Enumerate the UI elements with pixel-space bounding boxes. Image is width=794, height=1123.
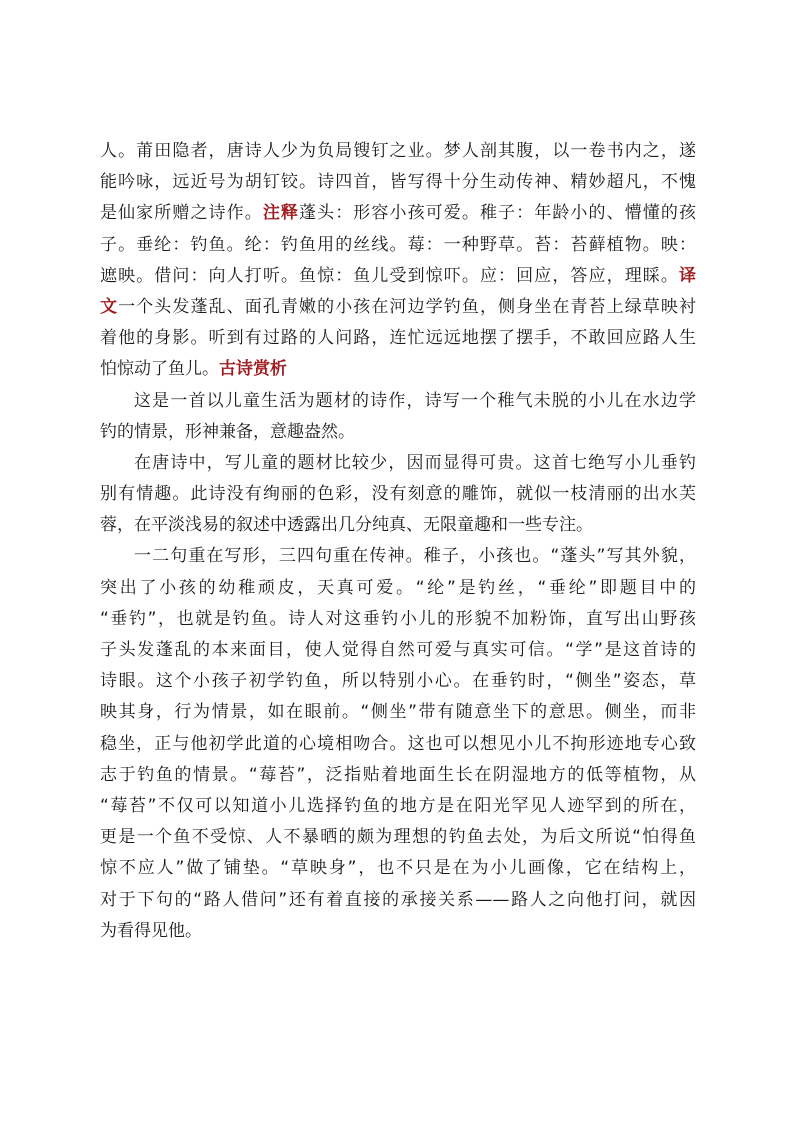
text-span: 一个头发蓬乱、面孔青嫩的小孩在河边学钓鱼，侧身坐在青苔上绿草映衬 xyxy=(118,296,696,317)
text-line: “莓苔”不仅可以知道小儿选择钓鱼的地方是在阳光罕见人迹罕到的所在， xyxy=(100,795,696,816)
text-line: 诗眼。这个小孩子初学钓鱼，所以特别小心。在垂钓时，“侧坐”姿态，草 xyxy=(100,671,696,692)
text-line xyxy=(100,292,696,323)
text-line: 蓉，在平淡浅易的叙述中透露出几分纯真、无限童趣和一些专注。 xyxy=(100,515,593,536)
text-span: 怕惊动了鱼儿。 xyxy=(100,359,219,380)
text-line: 更是一个鱼不受惊、人不暴晒的颇为理想的钓鱼去处，为后文所说“怕得鱼 xyxy=(100,827,696,848)
text-line xyxy=(100,198,696,229)
text-line: 突出了小孩的幼稚顽皮，天真可爱。“纶”是钓丝，“垂纶”即题目中的 xyxy=(100,577,696,598)
text-line: “垂钓”，也就是钓鱼。诗人对这垂钓小儿的形貌不加粉饰，直写出山野孩 xyxy=(100,608,696,629)
heading-annotations: 注释 xyxy=(262,203,300,224)
text-line: 这是一首以儿童生活为题材的诗作，诗写一个稚气未脱的小儿在水边学 xyxy=(134,390,696,411)
text-span: 遮映。借问：向人打听。鱼惊：鱼儿受到惊吓。应：回应，答应，理睬。 xyxy=(100,265,679,286)
heading-translation-part2: 文 xyxy=(100,296,119,317)
text-line: 子。垂纶：钓鱼。纶：钓鱼用的丝线。莓：一种野草。苔：苔藓植物。映： xyxy=(100,234,696,255)
text-span: 蓬头：形容小孩可爱。稚子：年龄小的、懵懂的孩 xyxy=(299,203,696,224)
text-line: 惊不应人”做了铺垫。“草映身”，也不只是在为小儿画像，它在结构上， xyxy=(100,858,696,879)
text-line: 人。莆田隐者，唐诗人少为负局锼钉之业。梦人剖其腹，以一卷书内之，遂 xyxy=(100,141,696,161)
text-line xyxy=(100,354,696,385)
text-line: 为看得见他。 xyxy=(100,920,202,941)
text-line: 志于钓鱼的情景。“莓苔”，泛指贴着地面生长在阴湿地方的低等植物，从 xyxy=(100,764,696,785)
text-line xyxy=(100,261,696,292)
heading-translation-part1: 译 xyxy=(679,265,696,286)
heading-appreciation: 古诗赏析 xyxy=(219,359,287,380)
text-line: 在唐诗中，写儿童的题材比较少，因而显得可贵。这首七绝写小儿垂钓 xyxy=(134,452,696,473)
text-line: 映其身，行为情景，如在眼前。“侧坐”带有随意坐下的意思。侧坐，而非 xyxy=(100,702,696,723)
text-span: 是仙家所赠之诗作。 xyxy=(100,203,263,224)
text-line: 能吟咏，远近号为胡钉铰。诗四首，皆写得十分生动传神、精妙超凡，不愧 xyxy=(100,172,696,193)
text-line: 对于下句的“路人借问”还有着直接的承接关系——路人之向他打问，就因 xyxy=(100,889,696,910)
text-line: 别有情趣。此诗没有绚丽的色彩，没有刻意的雕饰，就似一枝清丽的出水芙 xyxy=(100,484,696,505)
text-line: 稳坐，正与他初学此道的心境相吻合。这也可以想见小儿不拘形迹地专心致 xyxy=(100,733,696,754)
text-line: 着他的身影。听到有过路的人问路，连忙远远地摆了摆手，不敢回应路人生 xyxy=(100,328,696,349)
text-line: 一二句重在写形，三四句重在传神。稚子，小孩也。“蓬头”写其外貌， xyxy=(134,546,696,567)
text-line: 钓的情景，形神兼备，意趣盎然。 xyxy=(100,421,355,442)
document-body xyxy=(100,136,696,947)
text-line: 子头发蓬乱的本来面目，使人觉得自然可爱与真实可信。“学”是这首诗的 xyxy=(100,640,696,660)
